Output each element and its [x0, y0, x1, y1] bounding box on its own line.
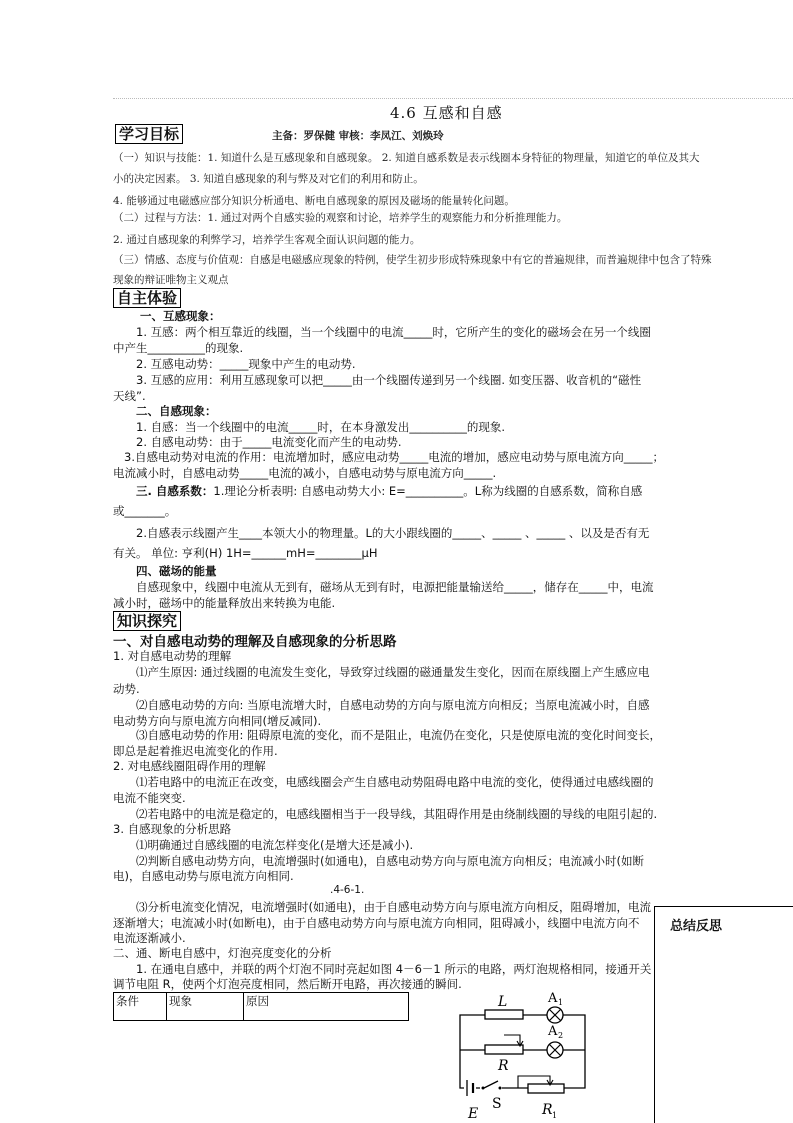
para-coefficient — [136, 483, 642, 499]
para-self-2: 2. 自感电动势：由于_____电流变化而产生的电动势. — [136, 435, 402, 449]
label-r: R — [498, 1058, 509, 1074]
battery-icon — [464, 1078, 476, 1098]
tanjiu-line-6: ⑶自感电动势的作用: 阻碍原电流的变化，而不是阻止，电流仍在变化，只是使原电流的变化时间变长， — [136, 728, 662, 742]
heading-mutual-induction: 一、互感现象： — [140, 309, 221, 323]
tanjiu-line-18: 电流逐渐减小. — [113, 931, 186, 945]
tanjiu-line-9: ⑴若电路中的电流正在改变，电感线圈会产生自感电动势阻碍电路中电流的变化，使得通过电感线圈的 — [136, 775, 654, 789]
para-mutual-2: 2. 互感电动势：_____现象中产生的电动势. — [136, 357, 356, 371]
table-header-reason: 原因 — [244, 993, 409, 1021]
label-s: S — [492, 1096, 502, 1112]
para-mutual-3a: 3. 互感的应用：利用互感现象可以把_____由一个线圈传递到另一个线圈. 如变压器、收音机的“磁性 — [136, 373, 642, 387]
goal-line-1: （一）知识与技能：1. 知道什么是互感现象和自感现象。 2. 知道自感系数是表示线圈本身特征的物理量，知道它的单位及其大 — [113, 152, 700, 164]
rheostat-r-icon — [485, 1035, 523, 1054]
label-a2: A — [548, 1024, 558, 1039]
goal-line-2: 小的决定因素。 3. 知道自感现象的利与弊及对它们的利用和防止。 — [113, 173, 424, 185]
tanjiu-line-15: 电)，自感电动势与原电流方向相同. — [113, 869, 294, 883]
tanjiu-line-8: 2. 对电感线圈阻碍作用的理解 — [113, 759, 266, 773]
table-header-condition: 条件 — [114, 993, 167, 1021]
authors-line: 主备：罗保健 审核：李凤江、刘焕玲 — [272, 130, 444, 142]
para-self-3b: 电流减小时，自感电动势_____电流的减小，自感电动势与原电流方向_____. — [113, 466, 497, 480]
tanjiu-line-7: 即总是起着推迟电流变化的作用. — [113, 744, 278, 758]
rheostat-r1-icon — [518, 1076, 564, 1093]
table-header-phenomenon: 现象 — [167, 993, 244, 1021]
observation-table — [113, 992, 409, 1021]
tanjiu-line-3: 动势. — [113, 682, 140, 696]
para-energy-2: 减小时，磁场中的能量释放出来转换为电能. — [113, 596, 336, 610]
tanjiu-line-5: 电动势方向与原电流方向相同(增反减同). — [113, 714, 322, 728]
heading-self-induction: 二、自感现象： — [136, 404, 217, 418]
label-a2-sub: 2 — [558, 1031, 564, 1040]
label-a1: A — [548, 991, 558, 1006]
goal-line-5: 2. 通过自感现象的利弊学习，培养学生客观全面认识问题的能力。 — [113, 234, 421, 246]
label-r1: R — [542, 1102, 553, 1118]
goal-line-7: 现象的辩证唯物主义观点 — [113, 274, 229, 286]
tanjiu-line-2: ⑴产生原因: 通过线圈的电流发生变化，导致穿过线圈的磁通量发生变化，因而在原线圈上产生感应电 — [136, 665, 650, 679]
tanjiu-line-13: ⑴明确通过自感线圈的电流怎样变化(是增大还是减小). — [136, 838, 414, 852]
goal-line-3: 4. 能够通过电磁感应部分知识分析通电、断电自感现象的原因及磁场的能量转化问题。 — [113, 195, 515, 207]
para-coefficient-text: 1.理论分析表明: 自感电动势大小: E=__________。L称为线圈的自感系数，简称自感 — [213, 484, 643, 498]
para-coefficient-2a: 2.自感表示线圈产生____本领大小的物理量。L的大小跟线圈的_____、_____ 、_____ 、以及是否有无 — [136, 526, 650, 540]
para-coefficient-2b: 有关。 单位: 亨利(H) 1H=______mH=________μH — [113, 546, 378, 560]
figure-ref: .4-6-1. — [330, 884, 365, 896]
para-mutual-1b: 中产生__________的现象. — [113, 341, 244, 355]
section-zizhu-label: 自主体验 — [113, 288, 181, 308]
tanjiu-line-16: ⑶分析电流变化情况，电流增强时(如通电)，由于自感电动势方向与原电流方向相反，阻碍增加，电流 — [136, 900, 651, 914]
page-title: 4.6 互感和自感 — [390, 104, 503, 122]
lamp-a2-icon — [547, 1042, 563, 1058]
heading-tanjiu-2: 二、通、断电自感中，灯泡亮度变化的分析 — [113, 946, 332, 960]
tanjiu-line-19: 1. 在通电自感中，并联的两个灯泡不同时亮起如图 4－6－1 所示的电路，两灯泡规格相同，接通开关 — [136, 962, 652, 976]
para-mutual-3b: 天线”. — [113, 389, 146, 403]
reflection-box — [654, 906, 793, 1123]
tanjiu-line-17: 逐渐增大；电流减小时(如断电)，由于自感电动势方向与原电流方向相同，阻碍减小，线圈中电流方向不 — [113, 916, 640, 930]
switch-icon — [480, 1081, 502, 1092]
para-self-1: 1. 自感：当一个线圈中的电流_____时，在本身激发出__________的现象. — [136, 420, 506, 434]
tanjiu-line-10: 电流不能突变. — [113, 791, 186, 805]
heading-tanjiu-1: 一、对自感电动势的理解及自感现象的分析思路 — [113, 634, 397, 650]
section-tanjiu-label: 知识探究 — [113, 611, 181, 631]
tanjiu-line-14: ⑵判断自感电动势方向，电流增强时(如通电)，自感电动势方向与原电流方向相反；电流减小时(如断 — [136, 854, 644, 868]
label-a1-sub: 1 — [558, 998, 564, 1007]
para-energy-1: 自感现象中，线圈中电流从无到有，磁场从无到有时，电源把能量输送给_____，储存在_____中，电流 — [136, 580, 654, 594]
tanjiu-line-4: ⑵自感电动势的方向: 当原电流增大时，自感电动势的方向与原电流方向相反；当原电流减小时，自感 — [136, 698, 650, 712]
goal-line-4: （二）过程与方法：1. 通过对两个自感实验的观察和讨论，培养学生的观察能力和分析推理能力。 — [113, 212, 568, 224]
section-goals-label: 学习目标 — [115, 124, 183, 144]
label-e: E — [468, 1106, 479, 1122]
goal-line-6: （三）情感、态度与价值观：自感是电磁感应现象的特例，使学生初步形成特殊现象中有它的普遍规律，而普遍规律中包含了特殊 — [113, 254, 712, 266]
label-l: L — [498, 994, 508, 1010]
header-rule — [113, 98, 793, 99]
tanjiu-line-1: 1. 对自感电动势的理解 — [113, 649, 232, 663]
tanjiu-line-20: 调节电阻 R，使两个灯泡亮度相同，然后断开电路，再次接通的瞬间. — [113, 977, 462, 991]
inductor-icon — [485, 1010, 523, 1019]
heading-coefficient: 三. 自感系数： — [136, 484, 214, 498]
circuit-diagram — [440, 990, 590, 1122]
reflection-title: 总结反思 — [670, 919, 723, 934]
para-self-3a: 3.自感电动势对电流的作用：电流增加时，感应电动势_____电流的增加，感应电动势与原电流方向_____； — [124, 450, 664, 464]
table-header-row — [114, 993, 409, 1021]
label-r1-sub: 1 — [552, 1111, 558, 1120]
tanjiu-line-12: 3. 自感现象的分析思路 — [113, 822, 232, 836]
para-coefficient-b: 或_______。 — [113, 504, 177, 518]
heading-magnetic-energy: 四、磁场的能量 — [136, 564, 217, 578]
lamp-a1-icon — [547, 1007, 563, 1023]
tanjiu-line-11: ⑵若电路中的电流是稳定的，电感线圈相当于一段导线，其阻碍作用是由绕制线圈的导线的电阻引起的. — [136, 807, 658, 821]
para-mutual-1a: 1. 互感：两个相互靠近的线圈，当一个线圈中的电流_____时，它所产生的变化的磁场会在另一个线圈 — [136, 325, 651, 339]
